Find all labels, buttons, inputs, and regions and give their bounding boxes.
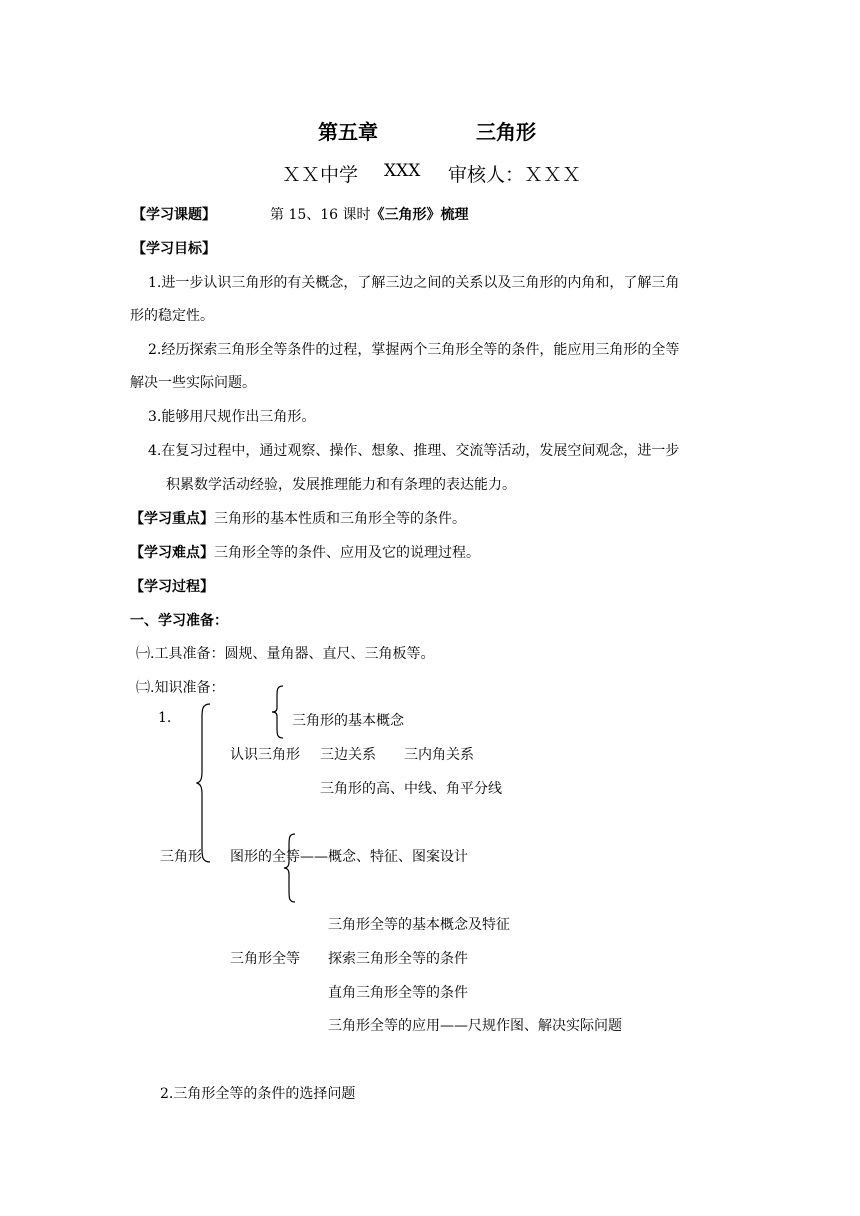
- author-name: XXX: [384, 161, 421, 181]
- small-brace-icon: [282, 832, 298, 904]
- goals-label: 【学习目标】: [132, 241, 216, 257]
- key-point-label: 【学习重点】: [130, 511, 214, 527]
- outline-heights: 三角形的高、中线、角平分线: [320, 781, 502, 797]
- topic-label: 【学习课题】: [132, 207, 216, 223]
- goal-line: 4.在复习过程中，通过观察、操作、想象、推理、交流等活动，发展空间观念，进一步: [148, 443, 680, 459]
- chapter-number: 第五章: [318, 120, 378, 144]
- big-brace-icon: [196, 702, 216, 864]
- goal-line: 3.能够用尺规作出三角形。: [148, 409, 316, 425]
- outline-number: 1.: [158, 710, 172, 726]
- outline-congruent-item: 三角形全等的应用——尺规作图、解决实际问题: [328, 1018, 622, 1034]
- knowledge-preparation: ㈡.知识准备：: [136, 680, 225, 696]
- outline-congruent-item: 三角形全等的基本概念及特征: [328, 917, 510, 933]
- outline-figure-congruent: 图形的全等——概念、特征、图案设计: [230, 849, 468, 865]
- outline-basic-concept: 三角形的基本概念: [292, 713, 404, 729]
- outline-root: 三角形: [160, 849, 202, 865]
- school-name: ＸＸ中学: [282, 164, 359, 186]
- difficulty-text: 三角形全等的条件、应用及它的说理过程。: [214, 545, 480, 561]
- difficulty: [130, 542, 480, 562]
- goal-line: 形的稳定性。: [130, 308, 214, 324]
- topic-prefix: 第 15、16 课时: [270, 207, 371, 223]
- question-2: 2.三角形全等的条件的选择问题: [160, 1086, 356, 1102]
- outline-tri-congruent: 三角形全等: [230, 951, 300, 967]
- key-point-text: 三角形的基本性质和三角形全等的条件。: [214, 511, 466, 527]
- key-point: [130, 508, 466, 528]
- outline-congruent-item: 探索三角形全等的条件: [328, 951, 468, 967]
- goal-line: 2.经历探索三角形全等条件的过程，掌握两个三角形全等的条件，能应用三角形的全等: [148, 342, 680, 358]
- outline-recognize: 认识三角形: [230, 747, 300, 763]
- outline-three-angles: 三内角关系: [404, 747, 474, 763]
- small-brace-icon: [270, 684, 286, 740]
- goal-line: 解决一些实际问题。: [130, 375, 256, 391]
- outline-congruent-item: 直角三角形全等的条件: [328, 985, 468, 1001]
- topic-text: [270, 204, 469, 224]
- topic-name: 《三角形》梳理: [370, 207, 469, 223]
- goal-line: 积累数学活动经验，发展推理能力和有条理的表达能力。: [166, 477, 516, 493]
- section-preparation: 一、学习准备：: [130, 613, 228, 629]
- goal-line: 1.进一步认识三角形的有关概念，了解三边之间的关系以及三角形的内角和，了解三角: [148, 275, 680, 291]
- outline-three-sides: 三边关系: [320, 747, 376, 763]
- difficulty-label: 【学习难点】: [130, 545, 214, 561]
- chapter-title: 三角形: [476, 120, 536, 144]
- process-label: 【学习过程】: [130, 579, 214, 595]
- tools-preparation: ㈠.工具准备：圆规、量角器、直尺、三角板等。: [136, 646, 435, 662]
- reviewer: 审核人：ＸＸＸ: [448, 164, 582, 186]
